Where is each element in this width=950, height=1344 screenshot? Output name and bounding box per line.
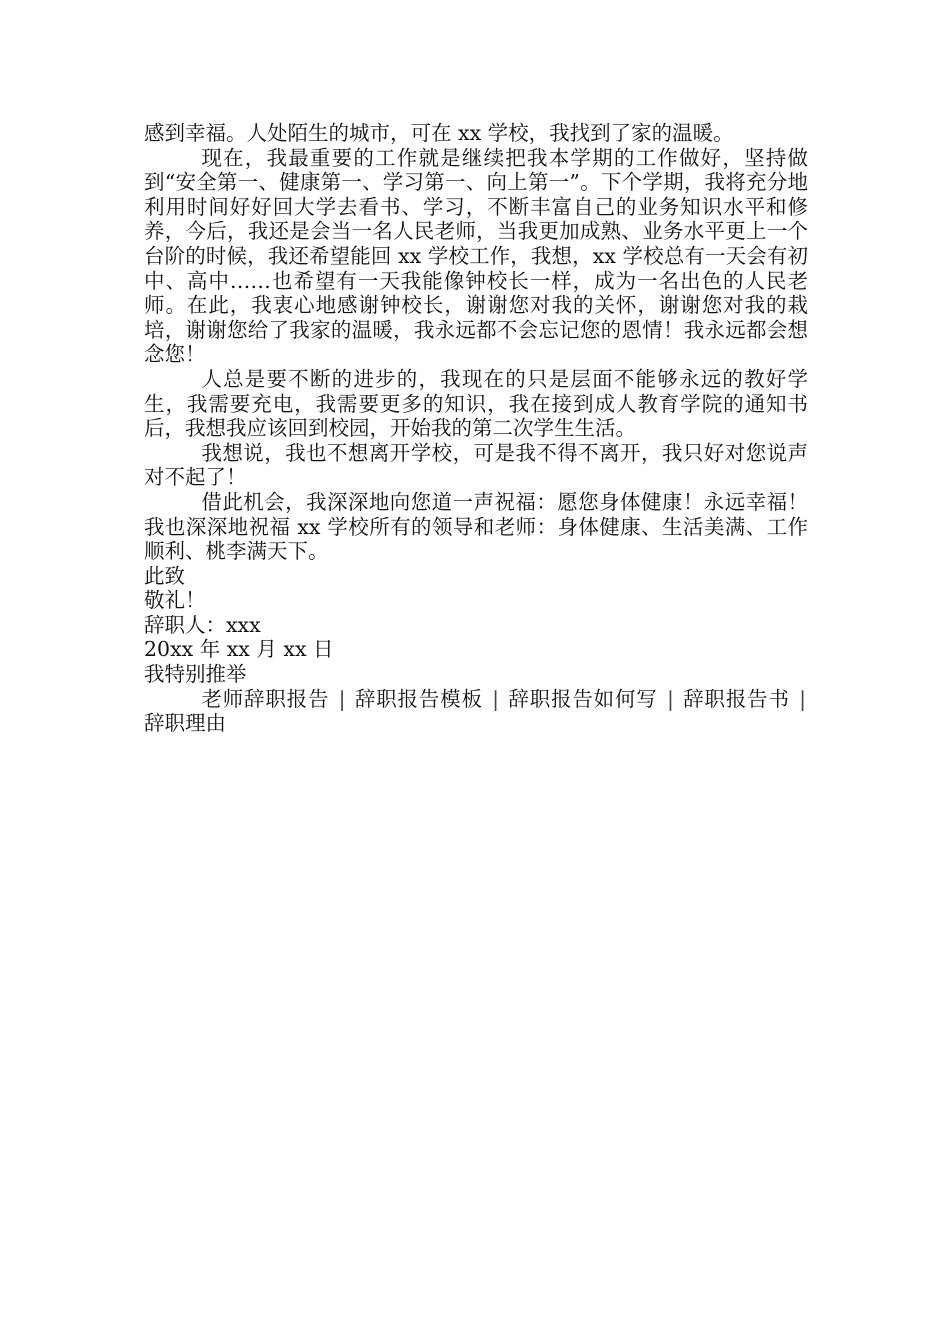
link-separator: | <box>799 686 807 711</box>
related-link-template[interactable]: 辞职报告模板 <box>354 686 483 711</box>
document-body <box>144 121 808 736</box>
link-separator: | <box>338 686 346 711</box>
paragraph-blessing: 借此机会，我深深地向您道一声祝福：愿您身体健康！永远幸福！我也深深地祝福 xx 学校所有的领导和老师：身体健康、生活美满、工作顺利、桃李满天下。 <box>144 489 808 564</box>
date: 20xx 年 xx 月 xx 日 <box>144 637 334 662</box>
closing-salutation-2: 敬礼！ <box>144 588 206 613</box>
paragraph-progress: 人总是要不断的进步的，我现在的只是层面不能够永远的教好学生，我需要充电，我需要更多的知识，我在接到成人教育学院的通知书后，我想我应该回到校园，开始我的第二次学生生活。 <box>144 366 808 441</box>
closing-salutation-1: 此致 <box>144 563 185 588</box>
paragraph-apology: 我想说，我也不想离开学校，可是我不得不离开，我只好对您说声对不起了！ <box>144 440 808 490</box>
signer: 辞职人：xxx <box>144 612 261 637</box>
related-link-teacher-resignation[interactable]: 老师辞职报告 <box>201 686 330 711</box>
related-links <box>144 687 808 736</box>
link-separator: | <box>666 686 674 711</box>
recommend-title: 我特别推举 <box>144 662 247 687</box>
paragraph-continuation: 感到幸福。人处陌生的城市，可在 xx 学校，我找到了家的温暖。 <box>144 121 734 145</box>
related-link-report-letter[interactable]: 辞职报告书 <box>683 686 790 711</box>
related-link-how-to-write[interactable]: 辞职报告如何写 <box>508 686 658 711</box>
related-link-reasons[interactable]: 辞职理由 <box>144 711 226 736</box>
link-separator: | <box>492 686 500 711</box>
paragraph-current-work: 现在，我最重要的工作就是继续把我本学期的工作做好，坚持做到“安全第一、健康第一、学习第一、向上第一”。下个学期，我将充分地利用时间好好回大学去看书、学习，不断丰富自己的业务知识水平和修养，今后，我还是会当一名人民老师，当我更加成熟、业务水平更上一个台阶的时候，我还希望能回 xx 学校工作，我想，xx 学校总有一天会有初中、高中……也希望有一天我能像钟校长一样，成为一名出色的人民老师。在此，我衷心地感谢钟校长，谢谢您对我的关怀，谢谢您对我的栽培，谢谢您给了我家的温暖，我永远都不会忘记您的恩情！我永远都会想念您！ <box>144 145 808 367</box>
